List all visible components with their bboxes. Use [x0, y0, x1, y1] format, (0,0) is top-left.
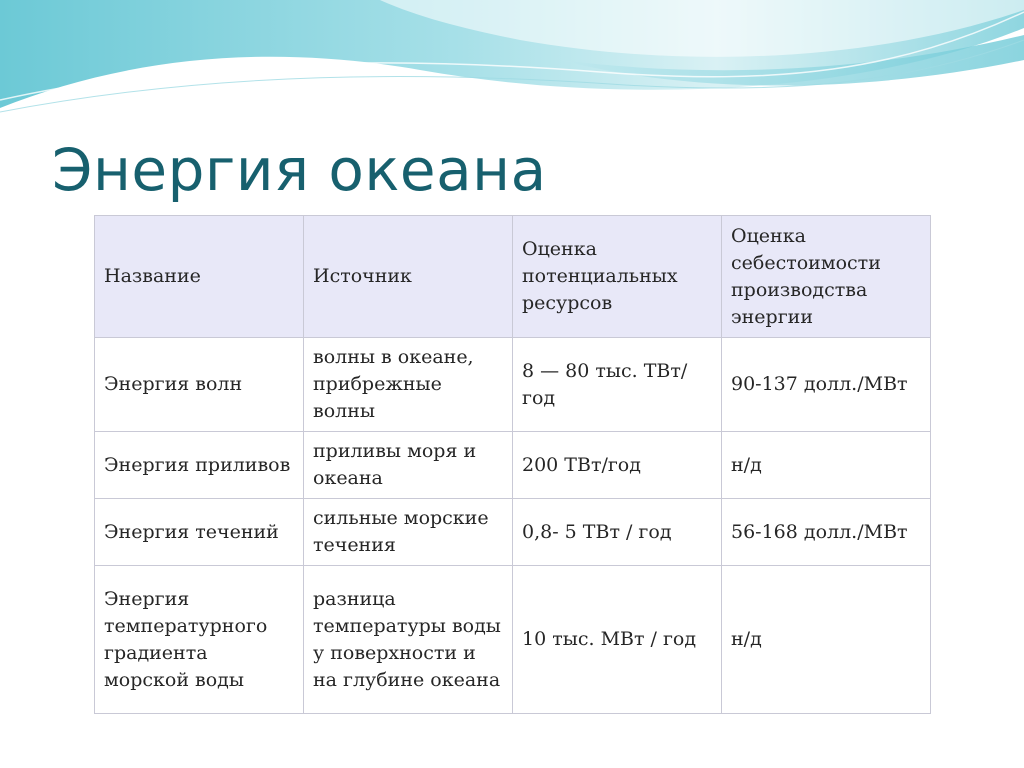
- header-name: Название: [95, 216, 304, 338]
- cell-source: приливы моря и океана: [304, 432, 513, 499]
- cell-cost: 90-137 долл./МВт: [722, 338, 931, 432]
- header-resources: Оценка потенциальных ресурсов: [513, 216, 722, 338]
- slide-title: Энергия океана: [52, 136, 547, 204]
- cell-source: волны в океане, прибрежные волны: [304, 338, 513, 432]
- cell-resources: 200 ТВт/год: [513, 432, 722, 499]
- header-cost: Оценка себестоимости производства энергии: [722, 216, 931, 338]
- cell-cost: н/д: [722, 566, 931, 714]
- cell-name: Энергия приливов: [95, 432, 304, 499]
- table-row: [95, 338, 931, 432]
- cell-resources: 10 тыс. МВт / год: [513, 566, 722, 714]
- cell-name: Энергия температурного градиента морской воды: [95, 566, 304, 714]
- table-header-row: [95, 216, 931, 338]
- table-row: [95, 566, 931, 714]
- cell-cost: 56-168 долл./МВт: [722, 499, 931, 566]
- header-source: Источник: [304, 216, 513, 338]
- cell-source: разница температуры воды у поверхности и на глубине океана: [304, 566, 513, 714]
- energy-table: [94, 215, 931, 714]
- cell-name: Энергия течений: [95, 499, 304, 566]
- cell-cost: н/д: [722, 432, 931, 499]
- table-row: [95, 499, 931, 566]
- wave-banner: [0, 0, 1024, 130]
- cell-resources: 0,8- 5 ТВт / год: [513, 499, 722, 566]
- table-row: [95, 432, 931, 499]
- cell-resources: 8 — 80 тыс. ТВт/год: [513, 338, 722, 432]
- cell-name: Энергия волн: [95, 338, 304, 432]
- cell-source: сильные морские течения: [304, 499, 513, 566]
